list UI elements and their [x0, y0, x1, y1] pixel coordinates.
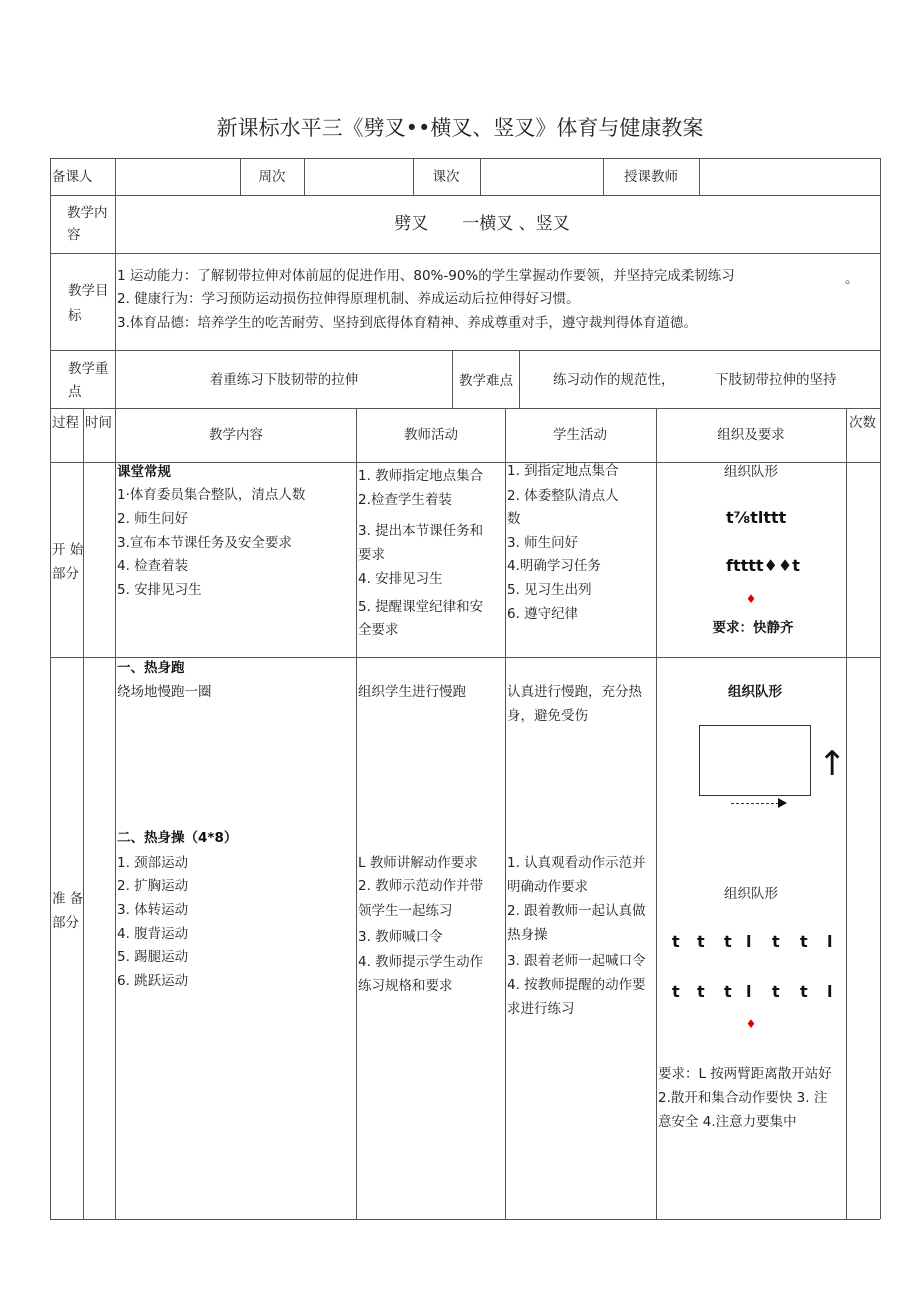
content-item: 1·体育委员集合整队，清点人数	[117, 487, 306, 503]
formation-student: t	[672, 982, 680, 1001]
formation-row: t⅞tlttt	[726, 508, 787, 527]
exercise-org-heading: 组织队形	[724, 886, 778, 902]
teacher-activity-line: 1. 教师指定地点集合	[358, 468, 484, 484]
content-label-line1: 教学内	[67, 205, 108, 221]
content-value: 劈叉 一横叉 、竖叉	[394, 214, 570, 234]
formation-student: l	[827, 932, 833, 951]
teacher-activity-line: 领学生一起练习	[358, 903, 453, 919]
formation-student: t	[724, 932, 732, 951]
requirement-line: 2.散开和集合动作要快 3. 注	[658, 1090, 828, 1106]
formation-student: l	[746, 932, 752, 951]
student-activity-line: 3. 师生问好	[507, 535, 579, 551]
teacher-label: 授课教师	[624, 169, 678, 185]
column-header-organization: 组织及要求	[717, 427, 785, 443]
formation-row: ftttt♦♦t	[726, 556, 800, 575]
teacher-activity-line: 要求	[358, 547, 385, 563]
student-activity-line: 明确动作要求	[507, 879, 588, 895]
dashed-arrow-line	[731, 803, 779, 804]
warmup-run-heading: 一、热身跑	[117, 660, 185, 676]
content-heading: 课堂常规	[117, 464, 171, 480]
student-activity-line: 5. 见习生出列	[507, 582, 592, 598]
warmup-run-student-line: 身，避免受伤	[507, 708, 588, 724]
organization-requirement: 要求：快静齐	[712, 620, 794, 636]
formation-student: l	[746, 982, 752, 1001]
exercise-item: 6. 跳跃运动	[117, 973, 189, 989]
arrow-up-icon: ↑	[818, 744, 847, 784]
warmup-run-teacher: 组织学生进行慢跑	[358, 684, 466, 700]
formation-student: t	[672, 932, 680, 951]
exercise-item: 3. 体转运动	[117, 902, 189, 918]
exercise-item: 2. 扩胸运动	[117, 878, 189, 894]
teacher-activity-line: 5. 提醒课堂纪律和安	[358, 599, 484, 615]
focus-value: 着重练习下肢韧带的拉伸	[209, 372, 359, 388]
teacher-activity-line: L 教师讲解动作要求	[358, 855, 478, 871]
objective-trailing-mark: 。	[845, 271, 859, 287]
formation-student: t	[697, 982, 705, 1001]
exercise-item: 4. 腹背运动	[117, 926, 189, 942]
student-activity-line: 热身操	[507, 927, 548, 943]
objective-item: 3.体育品德：培养学生的吃苦耐劳、坚持到底得体育精神、养成尊重对手，遵守裁判得体育道德。	[117, 315, 697, 331]
teacher-activity-line: 3. 教师喊口令	[358, 929, 443, 945]
preparer-value[interactable]	[120, 167, 235, 187]
teacher-activity-line: 2. 教师示范动作并带	[358, 878, 484, 894]
objective-item: 1 运动能力：了解韧带拉伸对体前屈的促进作用、80%-90%的学生掌握动作要领，并坚持完成柔韧练习	[117, 268, 735, 284]
student-activity-line: 6. 遵守纪律	[507, 606, 579, 622]
teacher-position-icon: ♦	[745, 1017, 757, 1031]
focus-label-line2: 点	[68, 384, 82, 400]
track-rectangle	[699, 725, 811, 796]
formation-student: t	[772, 982, 780, 1001]
student-activity-line: 4.明确学习任务	[507, 558, 601, 574]
content-item: 5. 安排见习生	[117, 582, 202, 598]
column-header-student: 学生活动	[553, 427, 607, 443]
warmup-run-org-heading: 组织队形	[728, 684, 782, 700]
exercise-item: 5. 踢腿运动	[117, 949, 189, 965]
content-item: 3.宣布本节课任务及安全要求	[117, 535, 292, 551]
difficulty-part2: 下肢韧带拉伸的坚持	[715, 372, 837, 388]
student-activity-line: 1. 认真观看动作示范并	[507, 855, 646, 871]
warmup-exercise-heading: 二、热身操（4*8）	[117, 830, 238, 846]
document-title: 新课标水平三《劈叉••横叉、竖叉》体育与健康教案	[216, 116, 704, 140]
week-label: 周次	[258, 169, 286, 185]
teacher-value[interactable]	[704, 167, 874, 187]
section-prep-label-line2: 部分	[52, 915, 79, 931]
requirement-line: 意安全 4.注意力要集中	[658, 1114, 797, 1130]
teacher-activity-line: 2.检查学生着装	[358, 492, 452, 508]
lesson-label: 课次	[432, 169, 460, 185]
student-activity-line: 2. 跟着教师一起认真做	[507, 903, 646, 919]
student-activity-line: 3. 跟着老师一起喊口令	[507, 953, 646, 969]
column-header-count: 次数	[849, 415, 876, 431]
formation-student: l	[827, 982, 833, 1001]
column-header-teacher: 教师活动	[404, 427, 458, 443]
organization-heading: 组织队形	[724, 464, 778, 480]
teacher-activity-line: 4. 安排见习生	[358, 571, 443, 587]
preparer-label: 备课人	[52, 169, 93, 185]
student-activity-line: 2. 体委整队清点人	[507, 488, 619, 504]
warmup-run-student-line: 认真进行慢跑，充分热	[507, 684, 642, 700]
teacher-activity-line: 练习规格和要求	[358, 978, 453, 994]
teacher-activity-line: 3. 提出本节课任务和	[358, 523, 484, 539]
arrow-right-icon	[778, 798, 787, 808]
warmup-run-content: 绕场地慢跑一圈	[117, 684, 212, 700]
column-header-time: 时间	[85, 415, 112, 431]
section-start-label-line1: 开 始	[52, 542, 84, 558]
content-label-line2: 容	[67, 227, 81, 243]
focus-label-line1: 教学重	[68, 361, 109, 377]
content-item: 2. 师生问好	[117, 511, 189, 527]
week-value[interactable]	[309, 167, 409, 187]
objectives-label-line2: 标	[68, 308, 82, 324]
requirement-line: 要求：L 按两臂距离散开站好	[658, 1066, 832, 1082]
column-header-process: 过程	[52, 415, 79, 431]
section-start-label-line2: 部分	[52, 566, 79, 582]
teacher-activity-line: 全要求	[358, 622, 399, 638]
lesson-value[interactable]	[485, 167, 598, 187]
student-activity-line: 数	[507, 511, 521, 527]
formation-student: t	[772, 932, 780, 951]
content-item: 4. 检查着装	[117, 558, 189, 574]
exercise-item: 1. 颈部运动	[117, 855, 189, 871]
student-activity-line: 1. 到指定地点集合	[507, 463, 619, 479]
teacher-activity-line: 4. 教师提示学生动作	[358, 954, 484, 970]
difficulty-part1: 练习动作的规范性，	[553, 372, 675, 388]
column-header-content: 教学内容	[209, 427, 263, 443]
formation-student: t	[724, 982, 732, 1001]
formation-student: t	[800, 982, 808, 1001]
objectives-label-line1: 教学目	[68, 283, 109, 299]
difficulty-label: 教学难点	[459, 373, 513, 389]
student-activity-line: 4. 按教师提醒的动作要	[507, 977, 646, 993]
student-activity-line: 求进行练习	[507, 1001, 575, 1017]
section-prep-label-line1: 准 备	[52, 891, 84, 907]
formation-student: t	[800, 932, 808, 951]
teacher-position-icon: ♦	[745, 592, 757, 606]
formation-student: t	[697, 932, 705, 951]
objective-item: 2. 健康行为：学习预防运动损伤拉伸得原理机制、养成运动后拉伸得好习惯。	[117, 291, 580, 307]
